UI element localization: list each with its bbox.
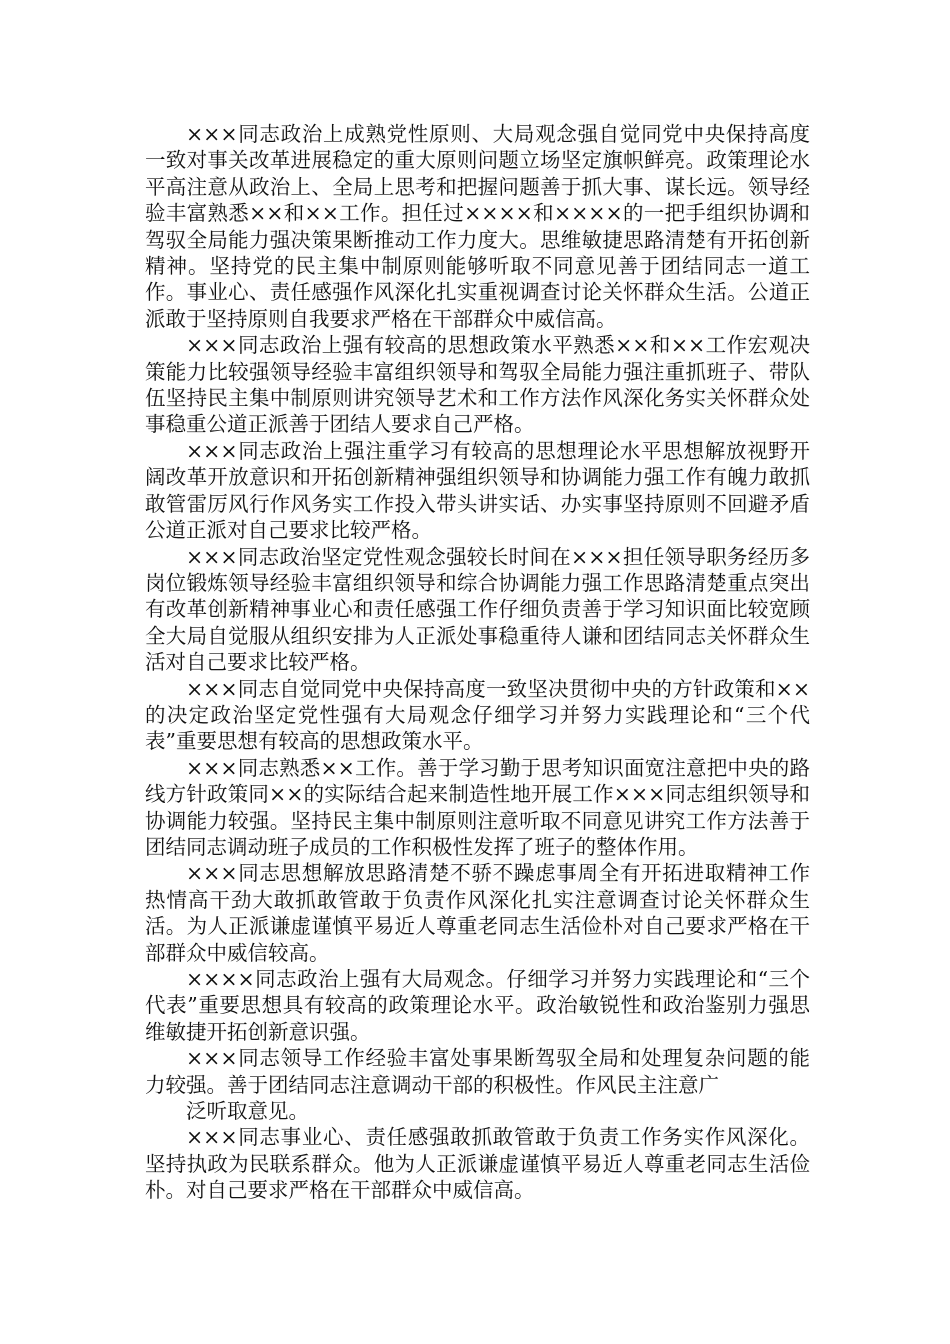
paragraph-10: 泛听取意见。 — [186, 1099, 309, 1124]
paragraph-7: ×××同志思想解放思路清楚不骄不躁虑事周全有开拓进取精神工作热情高干劲大敢抓敢管敢于负责作风深化扎实注意调查讨论关怀群众生活。为人正派谦虚谨慎平易近人尊重老同志生活俭朴对自己要求严格在干部群众中威信较高。 — [145, 861, 810, 965]
document-body — [145, 121, 810, 1204]
paragraph-2: ×××同志政治上强有较高的思想政策水平熟悉××和××工作宏观决策能力比较强领导经验丰富组织领导和驾驭全局能力强注重抓班子、带队伍坚持民主集中制原则讲究领导艺术和工作方法作风深化务实关怀群众处事稳重公道正派善于团结人要求自己严格。 — [145, 333, 810, 437]
paragraph-5: ×××同志自觉同党中央保持高度一致坚决贯彻中央的方针政策和××的决定政治坚定党性强有大局观念仔细学习并努力实践理论和“三个代表”重要思想有较高的思想政策水平。 — [145, 676, 810, 754]
paragraph-6: ×××同志熟悉××工作。善于学习勤于思考知识面宽注意把中央的路线方针政策同××的实际结合起来制造性地开展工作×××同志组织领导和协调能力较强。坚持民主集中制原则注意听取不同意见讲究工作方法善于团结同志调动班子成员的工作积极性发挥了班子的整体作用。 — [145, 755, 810, 859]
paragraph-9: ×××同志领导工作经验丰富处事果断驾驭全局和处理复杂问题的能力较强。善于团结同志注意调动干部的积极性。作风民主注意广 — [145, 1046, 810, 1097]
paragraph-3: ×××同志政治上强注重学习有较高的思想理论水平思想解放视野开阔改革开放意识和开拓创新精神强组织领导和协调能力强工作有魄力敢抓敢管雷厉风行作风务实工作投入带头讲实话、办实事坚持原则不回避矛盾公道正派对自己要求比较严格。 — [145, 438, 810, 543]
paragraph-4: ×××同志政治坚定党性观念强较长时间在×××担任领导职务经历多岗位锻炼领导经验丰富组织领导和综合协调能力强工作思路清楚重点突出有改革创新精神事业心和责任感强工作仔细负责善于学习知识面比较宽顾全大局自觉服从组织安排为人正派处事稳重待人谦和团结同志关怀群众生活对自己要求比较严格。 — [145, 544, 810, 675]
paragraph-11: ×××同志事业心、责任感强敢抓敢管敢于负责工作务实作风深化。坚持执政为民联系群众。他为人正派谦虚谨慎平易近人尊重老同志生活俭朴。对自己要求严格在干部群众中威信高。 — [145, 1125, 810, 1203]
paragraph-1: ×××同志政治上成熟党性原则、大局观念强自觉同党中央保持高度一致对事关改革进展稳定的重大原则问题立场坚定旗帜鲜亮。政策理论水平高注意从政治上、全局上思考和把握问题善于抓大事、谋长远。领导经验丰富熟悉××和××工作。担任过××××和××××的一把手组织协调和驾驭全局能力强决策果断推动工作力度大。思维敏捷思路清楚有开拓创新精神。坚持党的民主集中制原则能够听取不同意见善于团结同志一道工作。事业心、责任感强作风深化扎实重视调查讨论关怀群众生活。公道正派敢于坚持原则自我要求严格在干部群众中威信高。 — [145, 122, 810, 331]
paragraph-8: ××××同志政治上强有大局观念。仔细学习并努力实践理论和“三个代表”重要思想具有较高的政策理论水平。政治敏锐性和政治鉴别力强思维敏捷开拓创新意识强。 — [145, 967, 810, 1044]
